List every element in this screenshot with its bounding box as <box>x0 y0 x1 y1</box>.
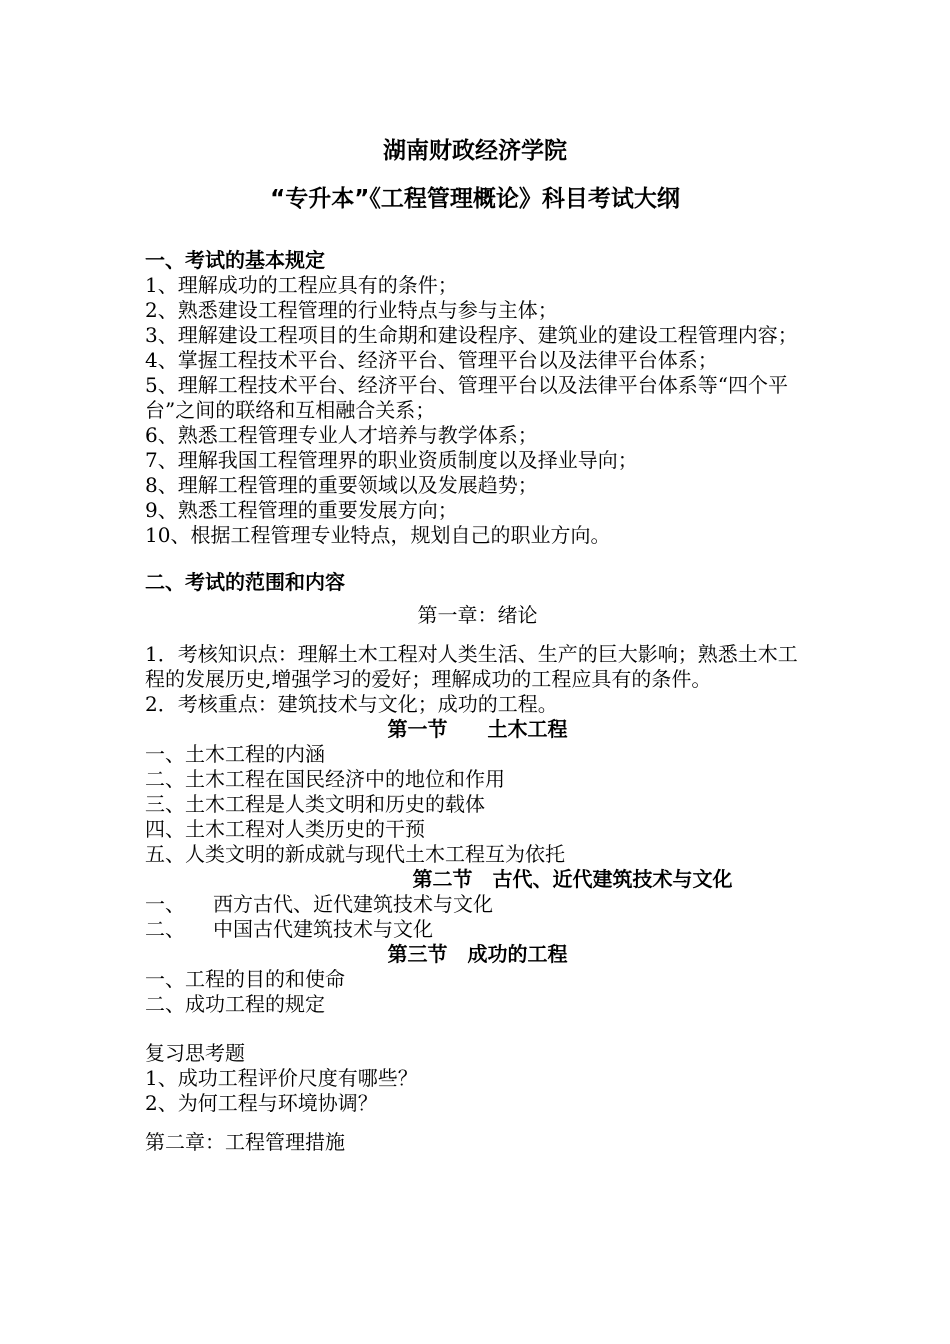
list-item: 5、理解工程技术平台、经济平台、管理平台以及法律平台体系等“四个平台”之间的联络和互相融合关系； <box>145 373 788 422</box>
chapter1-title: 第一章：绪论 <box>417 603 538 627</box>
list-item: 3、理解建设工程项目的生命期和建设程序、建筑业的建设工程管理内容； <box>145 323 798 347</box>
list-item <box>145 892 810 917</box>
list-item: 8、理解工程管理的重要领域以及发展趋势； <box>145 473 538 497</box>
list-item: 7、理解我国工程管理界的职业资质制度以及择业导向； <box>145 448 638 472</box>
list-item: 4、掌握工程技术平台、经济平台、管理平台以及法律平台体系； <box>145 348 718 372</box>
chapter1-section3-title: 第三节 成功的工程 <box>387 942 568 966</box>
school-name: 湖南财政经济学院 <box>383 138 567 164</box>
document-title: “专升本”《工程管理概论》科目考试大纲 <box>270 186 680 212</box>
list-item: 1、理解成功的工程应具有的条件； <box>145 273 458 297</box>
section2-heading: 二、考试的范围和内容 <box>145 570 345 594</box>
review-questions-title: 复习思考题 <box>145 1041 245 1065</box>
list-item: 6、熟悉工程管理专业人才培养与教学体系； <box>145 423 538 447</box>
chapter1-knowledge-points: 1．考核知识点：理解土木工程对人类生活、生产的巨大影响；熟悉土木工程的发展历史,增强学习的爱好；理解成功的工程应具有的条件。 <box>145 642 798 691</box>
chapter2-title: 第二章：工程管理措施 <box>145 1130 345 1154</box>
list-item-number: 一、 <box>145 892 185 916</box>
list-item: 二、成功工程的规定 <box>145 992 325 1016</box>
list-item: 2、为何工程与环境协调？ <box>145 1091 378 1115</box>
list-item: 五、人类文明的新成就与现代土木工程互为依托 <box>145 842 565 866</box>
list-item: 1、成功工程评价尺度有哪些？ <box>145 1066 418 1090</box>
list-item: 一、土木工程的内涵 <box>145 742 325 766</box>
list-item: 9、熟悉工程管理的重要发展方向； <box>145 498 458 522</box>
list-item: 10、根据工程管理专业特点，规划自己的职业方向。 <box>145 523 611 547</box>
list-item: 二、土木工程在国民经济中的地位和作用 <box>145 767 505 791</box>
list-item: 三、土木工程是人类文明和历史的载体 <box>145 792 485 816</box>
list-item: 四、土木工程对人类历史的干预 <box>145 817 425 841</box>
list-item: 2、熟悉建设工程管理的行业特点与参与主体； <box>145 298 558 322</box>
chapter1-section1-title: 第一节 土木工程 <box>387 717 568 741</box>
list-item-text: 西方古代、近代建筑技术与文化 <box>213 892 493 916</box>
list-item: 一、工程的目的和使命 <box>145 967 345 991</box>
section1-heading: 一、考试的基本规定 <box>145 248 325 272</box>
list-item <box>145 917 810 942</box>
chapter1-section2-title: 第二节 古代、近代建筑技术与文化 <box>412 867 733 891</box>
document-body <box>145 248 810 1155</box>
list-item-text: 中国古代建筑技术与文化 <box>213 917 433 941</box>
chapter1-key-points: 2．考核重点：建筑技术与文化；成功的工程。 <box>145 692 558 716</box>
list-item-number: 二、 <box>145 917 185 941</box>
